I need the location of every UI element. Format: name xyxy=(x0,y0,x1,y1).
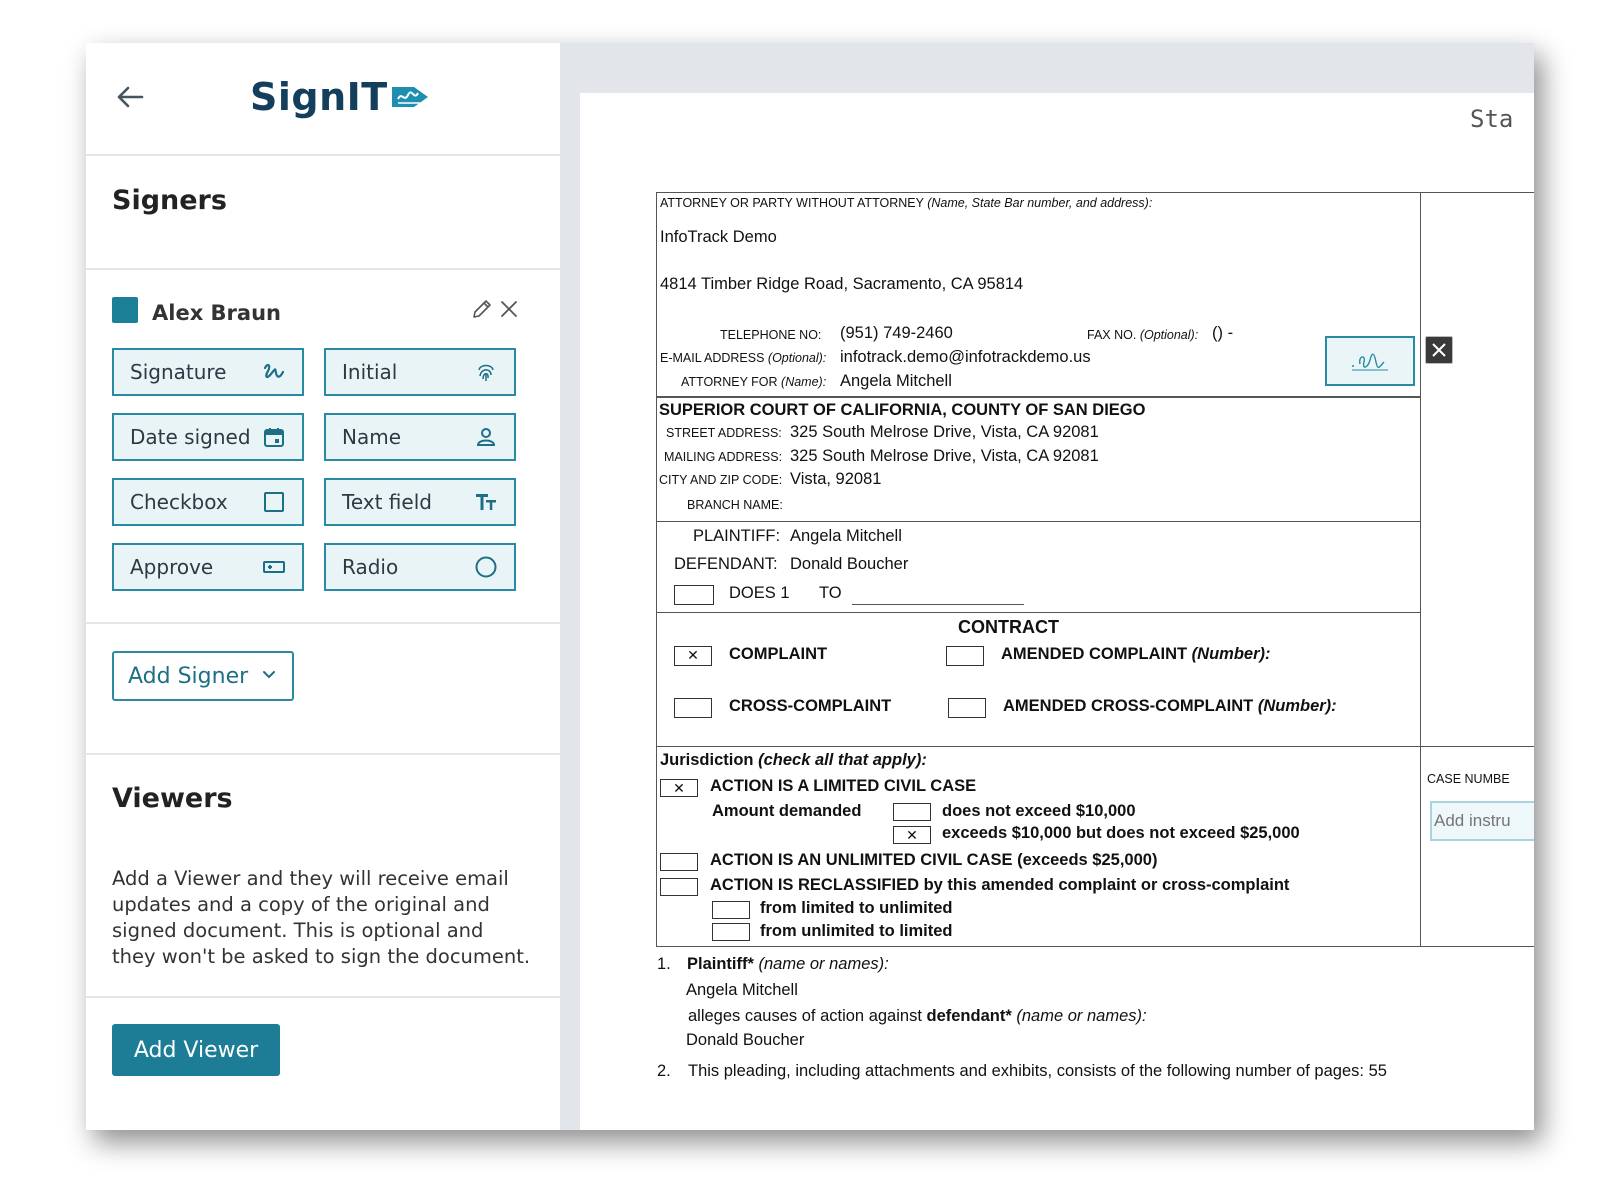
limited-label: ACTION IS A LIMITED CIVIL CASE xyxy=(710,777,977,795)
unlim-to-lim-label: from unlimited to limited xyxy=(760,922,953,940)
email-value: infotrack.demo@infotrackdemo.us xyxy=(840,348,1091,366)
amended-complaint-label xyxy=(1001,645,1271,664)
defendant-label: DEFENDANT: xyxy=(674,555,778,573)
signer-color-swatch xyxy=(112,297,138,323)
email-label-note: (Optional): xyxy=(767,351,827,365)
contract-title: CONTRACT xyxy=(958,617,1059,637)
cross-complaint-checkbox xyxy=(674,698,712,718)
sign-arrow-logo-icon xyxy=(390,79,430,115)
item-1-defendant-value: Donald Boucher xyxy=(686,1031,805,1049)
amount-demanded-label: Amount demanded xyxy=(712,802,862,820)
street-label: STREET ADDRESS: xyxy=(666,426,782,440)
case-number-label: CASE NUMBE xyxy=(1427,772,1510,786)
document-viewer[interactable] xyxy=(560,43,1534,1130)
city-value: Vista, 92081 xyxy=(790,470,882,488)
amended-cross-label xyxy=(1003,697,1337,716)
telephone-label: TELEPHONE NO: xyxy=(720,328,822,342)
plaintiff-value: Angela Mitchell xyxy=(790,527,902,545)
telephone-value: (951) 749-2460 xyxy=(840,324,953,342)
text-icon xyxy=(474,490,498,514)
not-exceed-checkbox xyxy=(893,803,931,821)
attorney-header-text: ATTORNEY OR PARTY WITHOUT ATTORNEY xyxy=(660,196,924,210)
item-1-plaintiff: Plaintiff* xyxy=(687,955,754,973)
item-1-value: Angela Mitchell xyxy=(686,981,798,999)
item-1-defendant: defendant* xyxy=(926,1007,1012,1025)
divider xyxy=(86,154,560,156)
complaint-label: COMPLAINT xyxy=(729,645,828,663)
checkbox-field-button[interactable] xyxy=(112,478,304,526)
unlimited-label: ACTION IS AN UNLIMITED CIVIL CASE (exceeds $25,000) xyxy=(710,851,1158,869)
text-field-button[interactable] xyxy=(324,478,516,526)
item-1-note-2: (name or names): xyxy=(1016,1007,1147,1025)
close-icon xyxy=(1431,342,1447,358)
does-underline xyxy=(852,604,1024,605)
amended-complaint-text: AMENDED COMPLAINT xyxy=(1001,645,1188,663)
exceeds-label: exceeds $10,000 but does not exceed $25,000 xyxy=(942,824,1300,842)
document-page xyxy=(580,93,1534,1130)
logo-text: SignIT xyxy=(250,75,388,119)
lim-to-unlim-checkbox xyxy=(712,901,750,919)
field-label: Approve xyxy=(130,555,214,579)
approve-icon xyxy=(262,555,286,579)
date-signed-field-button[interactable] xyxy=(112,413,304,461)
item-2-text-body: This pleading, including attachments and exhibits, consists of the following number of pages: xyxy=(688,1062,1364,1080)
signature-icon xyxy=(262,360,286,384)
fax-value: () - xyxy=(1212,324,1234,342)
form-border xyxy=(656,946,1534,947)
field-label: Radio xyxy=(342,555,399,579)
form-border xyxy=(656,192,657,947)
fax-label-note: (Optional): xyxy=(1139,328,1199,342)
plaintiff-label: PLAINTIFF: xyxy=(693,527,781,545)
firm-address: 4814 Timber Ridge Road, Sacramento, CA 95814 xyxy=(660,275,1024,293)
sidebar xyxy=(86,43,560,1130)
amended-complaint-note: (Number): xyxy=(1191,645,1271,663)
item-1-number: 1. xyxy=(657,955,671,973)
case-number-input[interactable] xyxy=(1430,801,1534,841)
field-label: Initial xyxy=(342,360,398,384)
signature-icon xyxy=(1348,348,1392,374)
add-signer-label: Add Signer xyxy=(128,663,249,689)
approve-field-button[interactable] xyxy=(112,543,304,591)
signature-field-button[interactable] xyxy=(112,348,304,396)
item-2-pages: 55 xyxy=(1368,1062,1387,1080)
chevron-down-icon xyxy=(262,667,276,685)
form-code: Sta xyxy=(1470,105,1514,133)
remove-placed-field-button[interactable] xyxy=(1425,336,1453,364)
amended-cross-checkbox xyxy=(948,698,986,718)
not-exceed-label: does not exceed $10,000 xyxy=(942,802,1136,820)
arrow-left-icon xyxy=(114,81,146,113)
email-label-text: E-MAIL ADDRESS xyxy=(660,351,765,365)
amended-cross-note: (Number): xyxy=(1257,697,1337,715)
field-label: Date signed xyxy=(130,425,251,449)
field-label: Text field xyxy=(342,490,432,514)
field-label: Name xyxy=(342,425,402,449)
item-2-number: 2. xyxy=(657,1062,671,1080)
checkbox-icon xyxy=(262,490,286,514)
add-viewer-button[interactable] xyxy=(112,1024,280,1076)
jurisdiction-note: (check all that apply): xyxy=(758,751,927,769)
form-border xyxy=(656,192,1534,193)
email-label xyxy=(660,351,826,365)
unlimited-checkbox xyxy=(660,853,698,871)
item-1-alleges xyxy=(688,1007,1147,1026)
viewers-title: Viewers xyxy=(112,783,233,814)
back-button[interactable] xyxy=(114,81,146,113)
does-label: DOES 1 xyxy=(729,584,790,602)
item-1-alleges-text: alleges causes of action against xyxy=(688,1007,922,1025)
unlim-to-lim-checkbox xyxy=(712,923,750,941)
attorney-for-label xyxy=(681,375,826,389)
divider xyxy=(86,268,560,270)
fax-label xyxy=(1087,328,1198,342)
person-icon xyxy=(474,425,498,449)
name-field-button[interactable] xyxy=(324,413,516,461)
reclassified-checkbox xyxy=(660,878,698,896)
jurisdiction-label xyxy=(660,751,927,770)
divider xyxy=(86,996,560,998)
signer-name: Alex Braun xyxy=(152,301,281,325)
form-border xyxy=(656,521,1420,522)
form-border xyxy=(1420,192,1421,947)
viewers-description: Add a Viewer and they will receive email updates and a copy of the original and signed document. This is optional and they won't be asked to sign the document. xyxy=(112,867,531,968)
divider xyxy=(86,753,560,755)
mailing-value: 325 South Melrose Drive, Vista, CA 92081 xyxy=(790,447,1099,465)
add-signer-button[interactable] xyxy=(112,651,294,701)
fingerprint-icon xyxy=(474,360,498,384)
exceeds-checkbox: ✕ xyxy=(893,826,931,844)
add-viewer-label: Add Viewer xyxy=(133,1037,259,1063)
edit-signer-button[interactable] xyxy=(470,297,494,321)
item-1-note: (name or names): xyxy=(758,955,889,973)
pencil-icon xyxy=(470,297,494,321)
initial-field-button[interactable] xyxy=(324,348,516,396)
does-checkbox xyxy=(674,585,714,605)
close-icon xyxy=(498,298,520,320)
divider xyxy=(86,622,560,624)
attorney-header-note: (Name, State Bar number, and address): xyxy=(927,196,1153,210)
amended-complaint-checkbox xyxy=(946,646,984,666)
field-label: Signature xyxy=(130,360,227,384)
mailing-label: MAILING ADDRESS: xyxy=(664,450,783,464)
firm-name: InfoTrack Demo xyxy=(660,228,777,246)
court-title: SUPERIOR COURT OF CALIFORNIA, COUNTY OF SAN DIEGO xyxy=(659,401,1146,419)
signers-title: Signers xyxy=(112,185,227,216)
defendant-value: Donald Boucher xyxy=(790,555,909,573)
cross-complaint-label: CROSS-COMPLAINT xyxy=(729,697,892,715)
lim-to-unlim-label: from limited to unlimited xyxy=(760,899,953,917)
attorney-for-label-text: ATTORNEY FOR xyxy=(681,375,778,389)
radio-field-button[interactable] xyxy=(324,543,516,591)
attorney-header xyxy=(660,196,1152,210)
limited-checkbox: ✕ xyxy=(660,779,698,797)
item-2-text xyxy=(688,1062,1387,1081)
city-label: CITY AND ZIP CODE: xyxy=(659,473,783,487)
attorney-for-label-note: (Name): xyxy=(781,375,827,389)
field-label: Checkbox xyxy=(130,490,228,514)
item-1-label xyxy=(687,955,889,974)
fax-label-text: FAX NO. xyxy=(1087,328,1137,342)
placed-signature-field[interactable] xyxy=(1325,336,1415,386)
amended-cross-text: AMENDED CROSS-COMPLAINT xyxy=(1003,697,1254,715)
remove-signer-button[interactable] xyxy=(498,298,520,320)
calendar-icon xyxy=(262,425,286,449)
street-value: 325 South Melrose Drive, Vista, CA 92081 xyxy=(790,423,1099,441)
attorney-for-value: Angela Mitchell xyxy=(840,372,952,390)
reclassified-label: ACTION IS RECLASSIFIED by this amended complaint or cross-complaint xyxy=(710,876,1290,894)
to-label: TO xyxy=(819,584,842,602)
signit-logo xyxy=(250,75,430,119)
signit-app-window xyxy=(86,43,1534,1130)
jurisdiction-text: Jurisdiction xyxy=(660,751,754,769)
branch-label: BRANCH NAME: xyxy=(687,498,783,512)
form-border xyxy=(656,396,1420,398)
complaint-checkbox: ✕ xyxy=(674,646,712,666)
form-border xyxy=(656,746,1534,747)
radio-icon xyxy=(474,555,498,579)
form-border xyxy=(656,612,1420,613)
